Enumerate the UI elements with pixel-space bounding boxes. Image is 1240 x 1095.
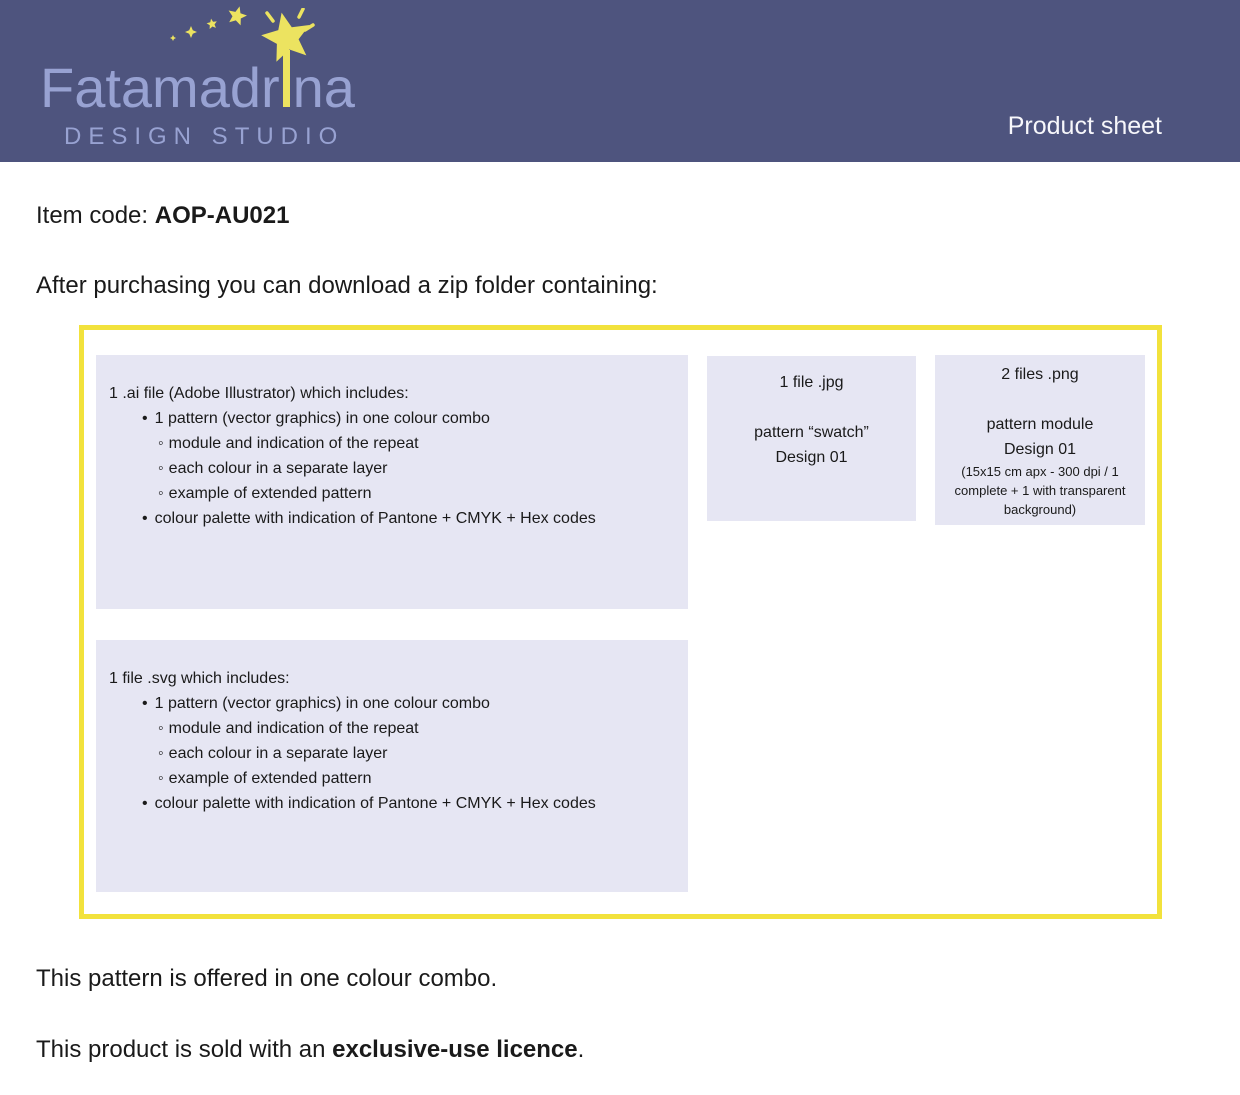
colour-combo-statement: This pattern is offered in one colour combo. [36,965,498,992]
jpg-file-title: 1 file .jpg [779,374,844,391]
jpg-file-box [707,356,916,521]
big-star-icon [259,8,315,66]
list-item: ◦ module and indication of the repeat [109,716,674,741]
licence-statement-prefix: This product is sold with an [36,1036,333,1063]
list-item: • 1 pattern (vector graphics) in one colour combo [109,406,674,431]
ai-file-box [96,355,688,609]
licence-type: exclusive-use licence [332,1036,578,1063]
brand-name [40,50,355,119]
brand-tagline: DESIGN STUDIO [64,123,345,150]
ai-file-bullet-list [109,406,674,531]
jpg-file-line1: pattern “swatch” [754,424,869,441]
png-files-line2: Design 01 [1003,441,1077,458]
list-item: ◦ example of extended pattern [109,481,674,506]
list-item: • colour palette with indication of Pantone + CMYK + Hex codes [109,791,674,816]
svg-file-box [96,640,688,892]
item-code-value: AOP-AU021 [154,202,290,229]
jpg-file-line2: Design 01 [775,449,848,466]
list-item: ◦ module and indication of the repeat [109,431,674,456]
page-title: Product sheet [1007,112,1162,140]
licence-statement-suffix: . [577,1036,585,1063]
png-files-box [935,355,1145,525]
svg-file-title: 1 file .svg which includes: [109,670,290,687]
brand-name-part2: na [292,56,355,119]
package-contents-box [79,325,1162,919]
item-code-label: Item code: [36,202,155,229]
svg-file-bullet-list [109,691,674,816]
item-code-line [36,202,289,230]
list-item: • colour palette with indication of Pantone + CMYK + Hex codes [109,506,674,531]
list-item: ◦ each colour in a separate layer [109,456,674,481]
list-item: • 1 pattern (vector graphics) in one colour combo [109,691,674,716]
intro-text: After purchasing you can download a zip folder containing: [36,272,658,299]
ai-file-title: 1 .ai file (Adobe Illustrator) which includes: [109,385,409,402]
list-item: ◦ each colour in a separate layer [109,741,674,766]
star-trail-icon [165,0,255,46]
header-bar [0,0,1240,162]
png-files-title: 2 files .png [1001,366,1079,383]
brand-name-part1: Fatamadr [40,56,280,119]
brand-logo [40,6,355,151]
licence-statement [36,1036,584,1064]
png-files-description [945,412,1135,519]
jpg-file-description [715,420,908,470]
list-item: ◦ example of extended pattern [109,766,674,791]
png-files-note: (15x15 cm apx - 300 dpi / 1 complete + 1 with transparent background) [954,464,1126,517]
png-files-line1: pattern module [986,416,1094,433]
magic-wand-icon [283,50,290,107]
